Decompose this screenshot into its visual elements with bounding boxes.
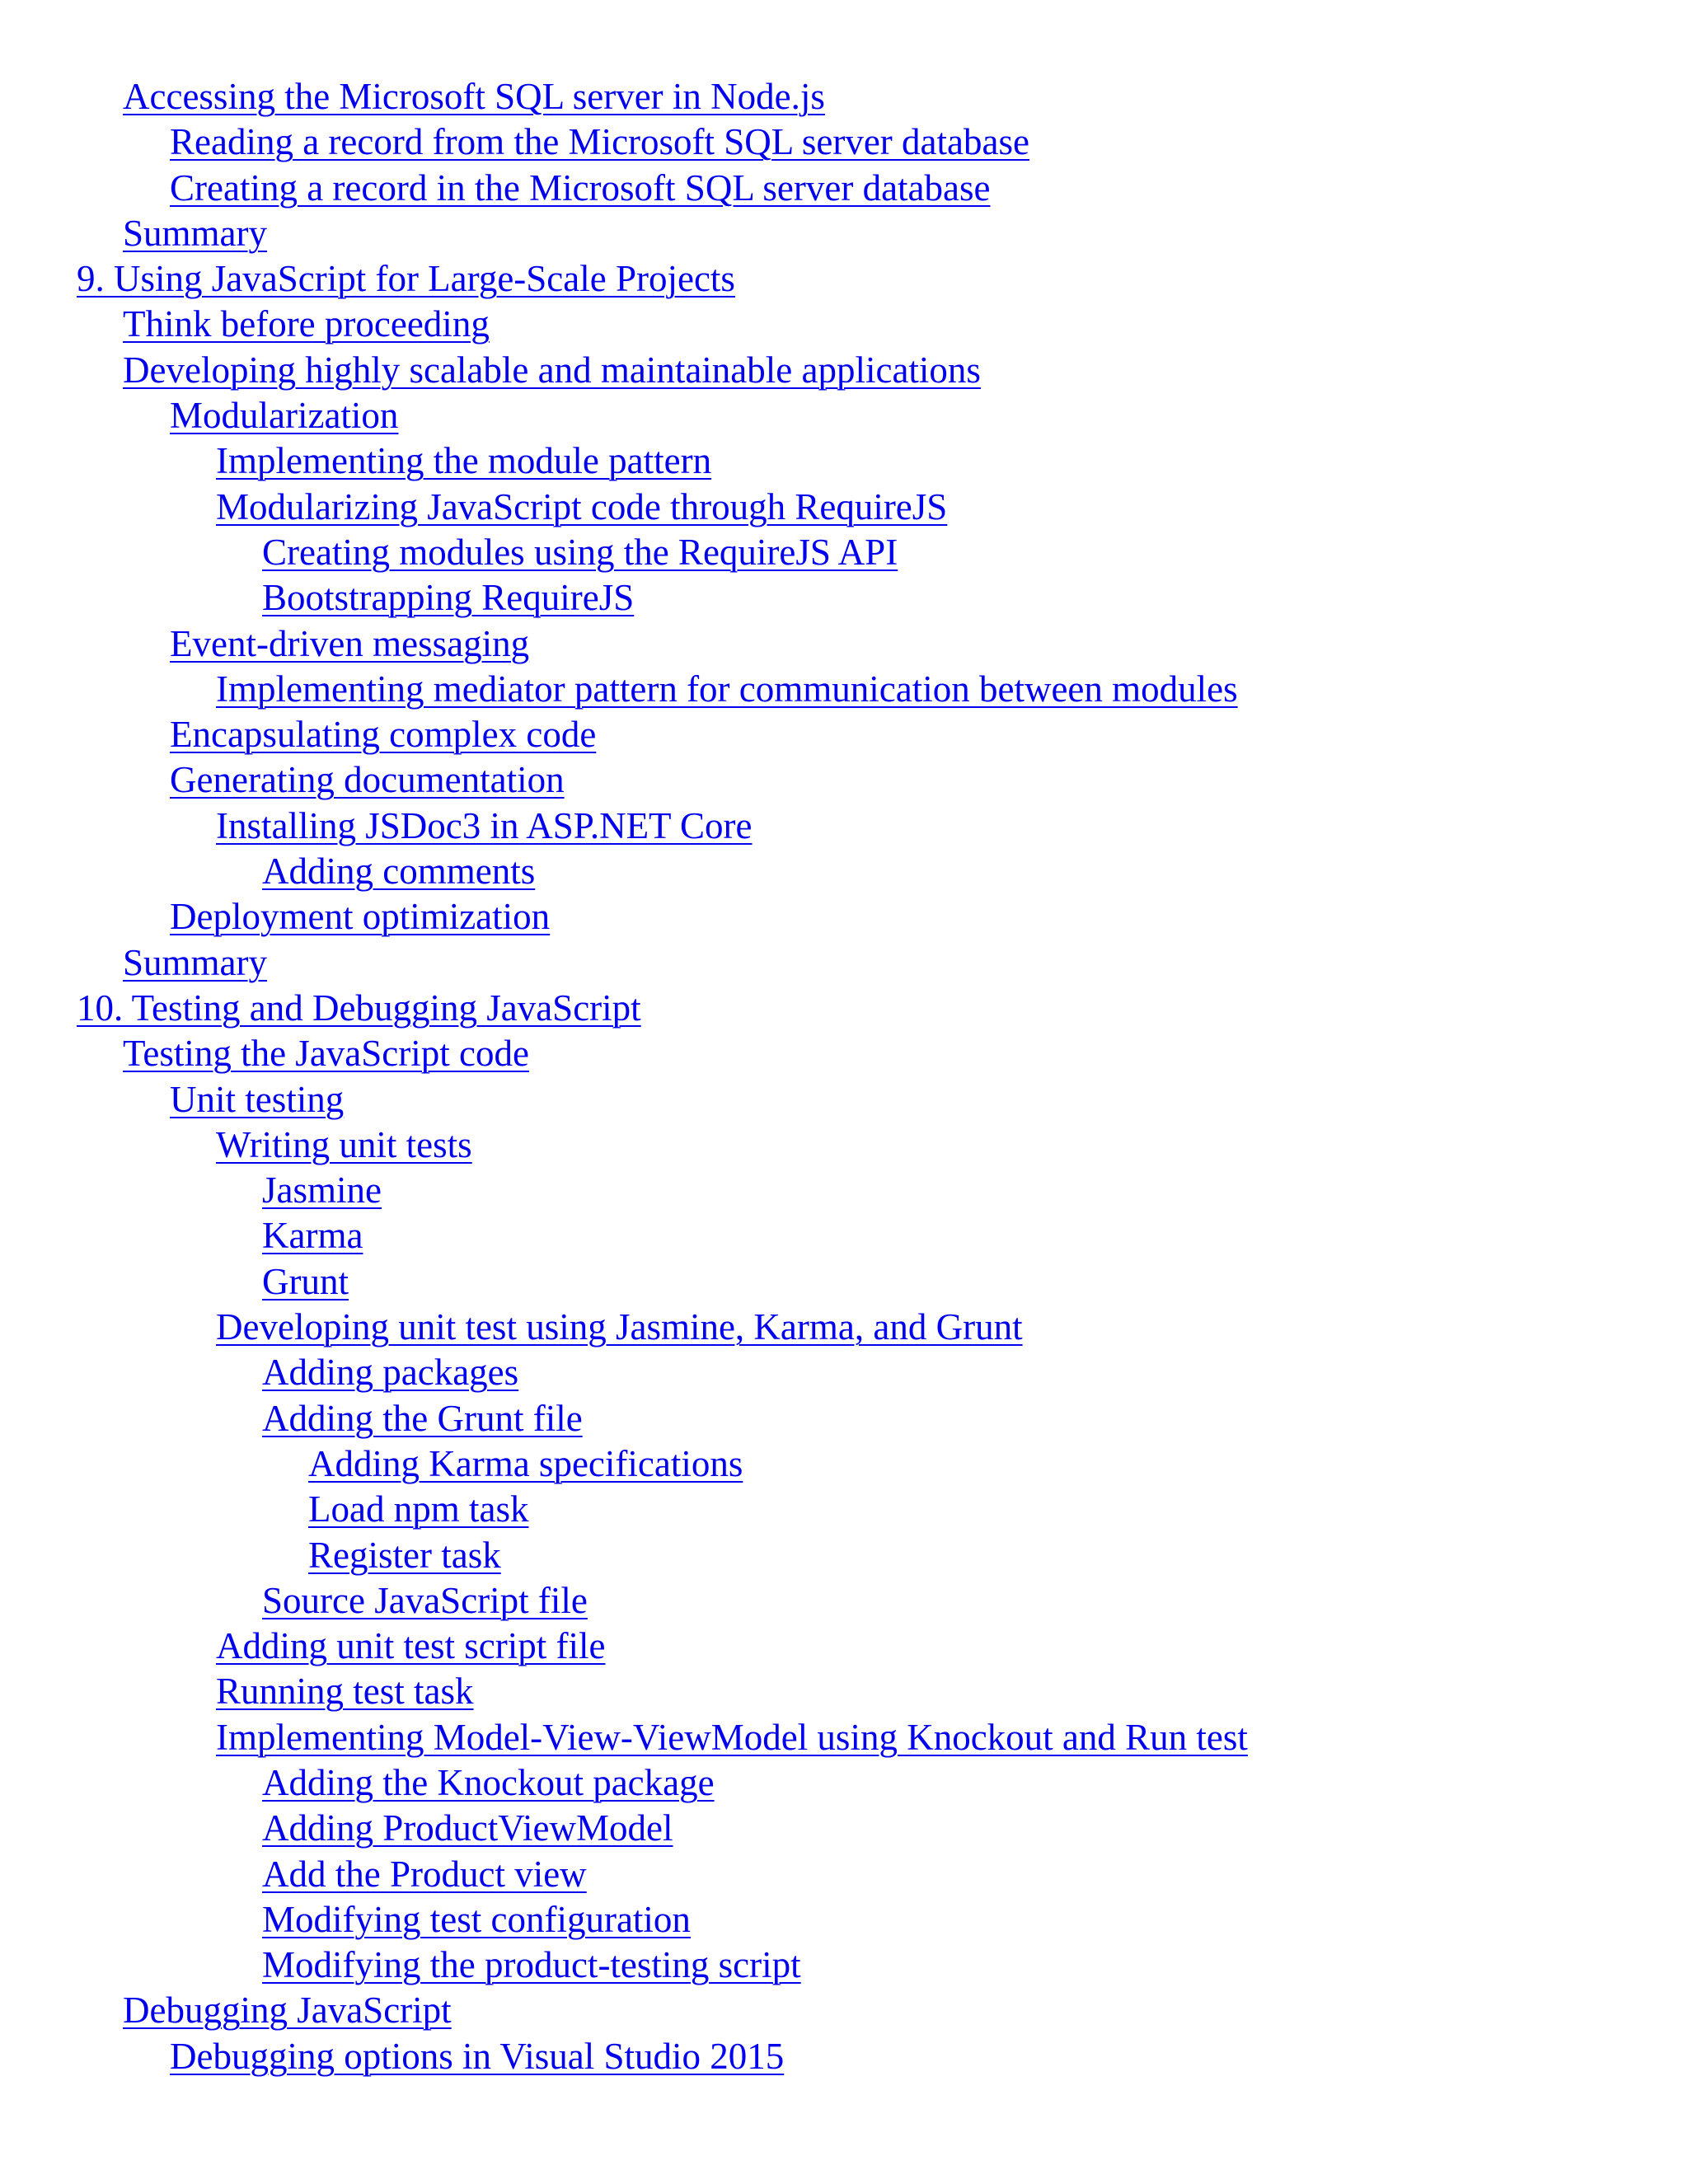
toc-entry xyxy=(0,986,1248,1031)
toc-link[interactable]: Developing unit test using Jasmine, Karma, and Grunt xyxy=(216,1306,1023,1348)
toc-entry xyxy=(0,1077,1248,1122)
toc-entry xyxy=(0,393,1248,438)
toc-entry xyxy=(0,712,1248,757)
toc-entry xyxy=(0,1760,1248,1806)
toc-entry xyxy=(0,2034,1248,2079)
toc-entry xyxy=(0,1578,1248,1624)
toc-entry xyxy=(0,348,1248,393)
toc-entry xyxy=(0,849,1248,894)
toc-link[interactable]: Debugging JavaScript xyxy=(123,1990,452,2032)
toc-entry xyxy=(0,1943,1248,1988)
toc-link[interactable]: Installing JSDoc3 in ASP.NET Core xyxy=(216,804,753,846)
toc-entry xyxy=(0,530,1248,575)
toc-link[interactable]: Summary xyxy=(123,212,267,254)
toc-entry xyxy=(0,1122,1248,1168)
toc-entry xyxy=(0,894,1248,940)
toc-link[interactable]: Source JavaScript file xyxy=(262,1579,588,1621)
toc-link[interactable]: Bootstrapping RequireJS xyxy=(262,577,635,619)
toc-entry xyxy=(0,211,1248,256)
toc-entry xyxy=(0,757,1248,803)
toc-link[interactable]: Adding ProductViewModel xyxy=(262,1807,673,1849)
toc-entry xyxy=(0,438,1248,484)
toc-entry xyxy=(0,256,1248,302)
toc-entry xyxy=(0,1031,1248,1076)
toc-entry xyxy=(0,804,1248,849)
toc-entry xyxy=(0,74,1248,120)
toc-entry xyxy=(0,302,1248,347)
toc-link[interactable]: 9. Using JavaScript for Large-Scale Projects xyxy=(77,258,735,300)
toc-entry xyxy=(0,1669,1248,1714)
table-of-contents xyxy=(0,74,1248,2079)
toc-link[interactable]: Running test task xyxy=(216,1671,474,1713)
toc-entry xyxy=(0,1168,1248,1213)
toc-entry xyxy=(0,1259,1248,1305)
toc-link[interactable]: Load npm task xyxy=(308,1488,529,1530)
toc-link[interactable]: Creating modules using the RequireJS API xyxy=(262,531,898,573)
toc-link[interactable]: Implementing Model-View-ViewModel using Knockout and Run test xyxy=(216,1716,1248,1758)
toc-link[interactable]: Adding comments xyxy=(262,851,536,893)
toc-entry xyxy=(0,166,1248,211)
toc-entry xyxy=(0,1852,1248,1897)
toc-link[interactable]: Modularization xyxy=(170,395,399,437)
toc-entry xyxy=(0,1305,1248,1350)
toc-link[interactable]: Adding packages xyxy=(262,1352,519,1394)
toc-entry xyxy=(0,120,1248,165)
toc-link[interactable]: Implementing the module pattern xyxy=(216,440,712,482)
toc-link[interactable]: Think before proceeding xyxy=(123,303,490,345)
toc-entry xyxy=(0,1396,1248,1441)
toc-link[interactable]: Deployment optimization xyxy=(170,896,551,938)
toc-entry xyxy=(0,1441,1248,1487)
toc-link[interactable]: Adding Karma specifications xyxy=(308,1442,743,1484)
toc-link[interactable]: Add the Product view xyxy=(262,1853,587,1895)
toc-link[interactable]: Modifying test configuration xyxy=(262,1898,691,1940)
toc-entry xyxy=(0,1897,1248,1943)
toc-link[interactable]: Adding the Knockout package xyxy=(262,1761,715,1803)
toc-link[interactable]: Accessing the Microsoft SQL server in Node.js xyxy=(123,76,825,117)
toc-link[interactable]: Register task xyxy=(308,1534,501,1576)
toc-link[interactable]: Adding the Grunt file xyxy=(262,1397,583,1439)
toc-entry xyxy=(0,575,1248,621)
toc-link[interactable]: Grunt xyxy=(262,1260,349,1302)
toc-link[interactable]: Reading a record from the Microsoft SQL server database xyxy=(170,121,1029,163)
toc-entry xyxy=(0,1806,1248,1851)
toc-link[interactable]: Generating documentation xyxy=(170,759,565,801)
toc-link[interactable]: Creating a record in the Microsoft SQL server database xyxy=(170,166,991,209)
toc-link[interactable]: Jasmine xyxy=(262,1169,382,1212)
toc-entry xyxy=(0,1213,1248,1258)
toc-link[interactable]: Summary xyxy=(123,941,267,983)
toc-entry xyxy=(0,1624,1248,1669)
toc-entry xyxy=(0,1988,1248,2033)
toc-entry xyxy=(0,1533,1248,1578)
toc-entry xyxy=(0,1350,1248,1395)
toc-link[interactable]: Adding unit test script file xyxy=(216,1625,606,1667)
toc-link[interactable]: Karma xyxy=(262,1215,363,1257)
toc-link[interactable]: Modifying the product-testing script xyxy=(262,1944,801,1986)
toc-link[interactable]: Encapsulating complex code xyxy=(170,714,597,756)
toc-entry xyxy=(0,1487,1248,1532)
toc-link[interactable]: Writing unit tests xyxy=(216,1123,472,1165)
toc-link[interactable]: Debugging options in Visual Studio 2015 xyxy=(170,2035,785,2077)
toc-link[interactable]: 10. Testing and Debugging JavaScript xyxy=(77,987,641,1029)
toc-entry xyxy=(0,667,1248,712)
toc-link[interactable]: Developing highly scalable and maintainable applications xyxy=(123,349,981,391)
toc-link[interactable]: Event-driven messaging xyxy=(170,622,530,664)
toc-link[interactable]: Modularizing JavaScript code through RequireJS xyxy=(216,485,948,527)
toc-entry xyxy=(0,485,1248,530)
toc-entry xyxy=(0,940,1248,986)
toc-link[interactable]: Implementing mediator pattern for communication between modules xyxy=(216,668,1238,710)
toc-link[interactable]: Unit testing xyxy=(170,1078,345,1120)
toc-entry xyxy=(0,621,1248,667)
toc-entry xyxy=(0,1715,1248,1760)
toc-link[interactable]: Testing the JavaScript code xyxy=(123,1033,529,1075)
